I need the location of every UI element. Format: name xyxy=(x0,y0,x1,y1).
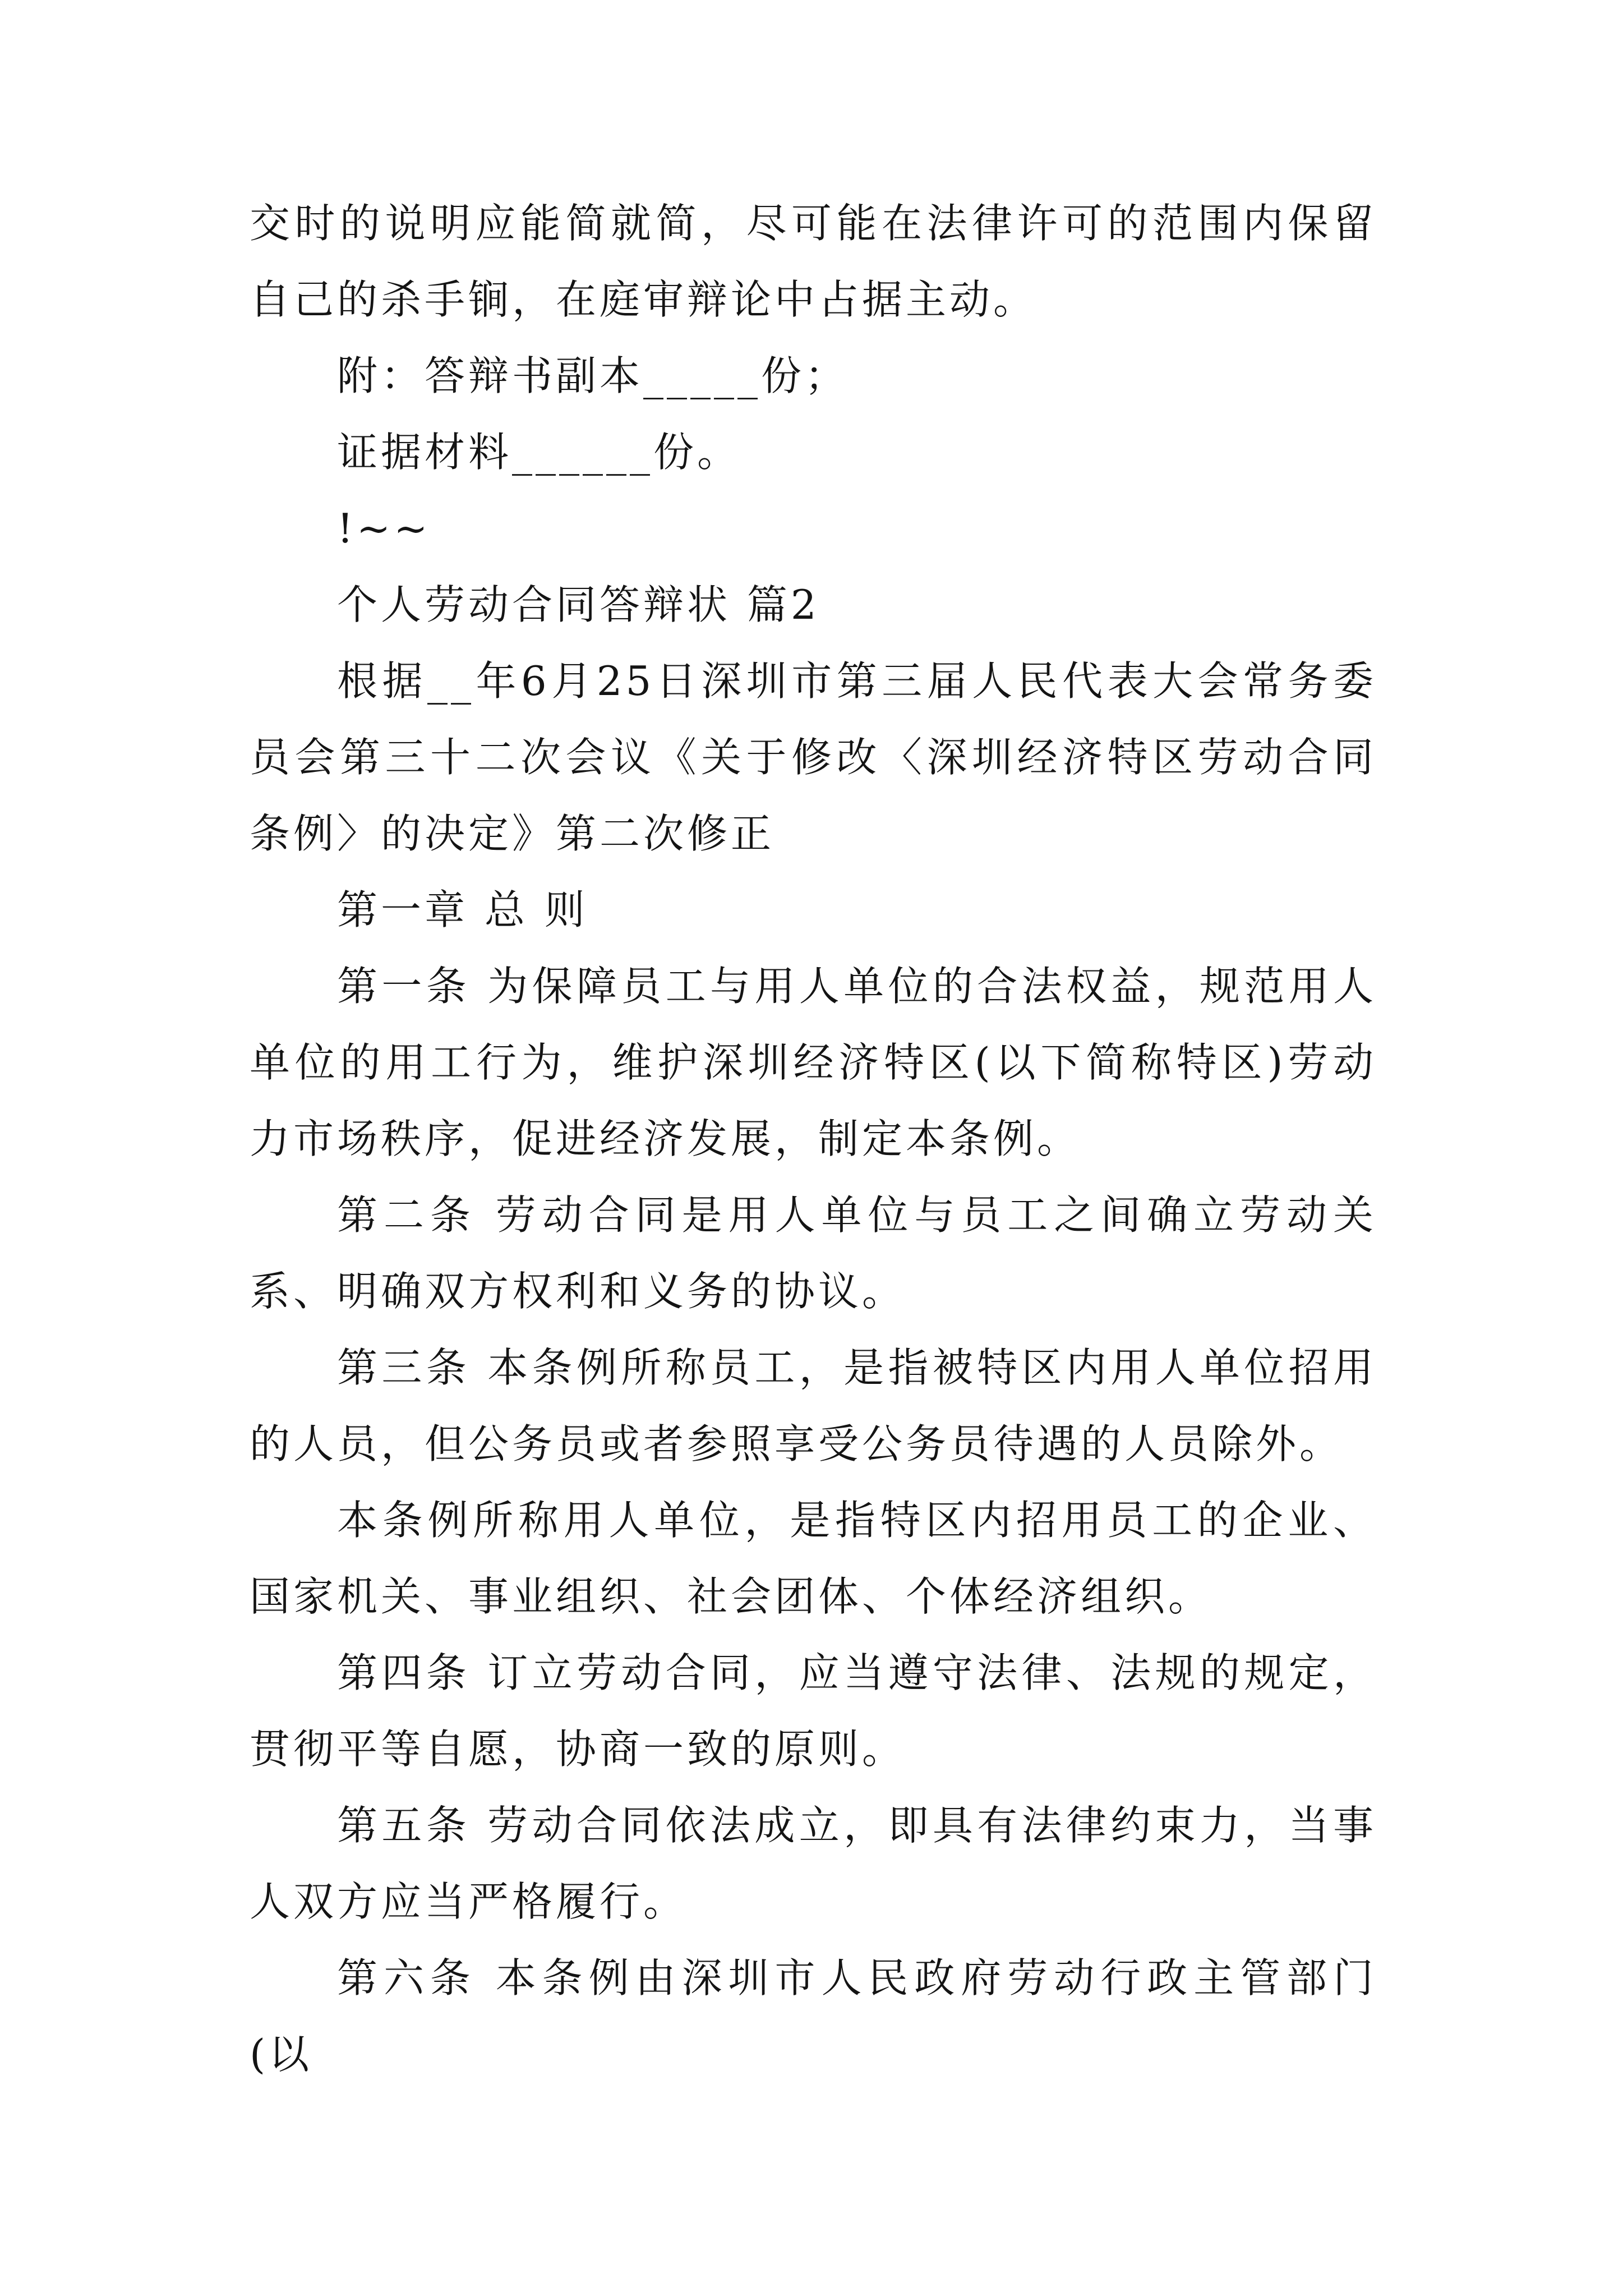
paragraph-basis: 根据__年6月25日深圳市第三届人民代表大会常务委员会第三十二次会议《关于修改〈深圳经济特区劳动合同条例〉的决定》第二次修正 xyxy=(250,657,1377,857)
article-1: 第一条 为保障员工与用人单位的合法权益，规范用人单位的用工行为，维护深圳经济特区(以下简称特区)劳动力市场秩序，促进经济发展，制定本条例。 xyxy=(250,963,1377,1162)
article-5: 第五条 劳动合同依法成立，即具有法律约束力，当事人双方应当严格履行。 xyxy=(250,1802,1377,1925)
paragraph-continuation: 交时的说明应能简就简，尽可能在法律许可的范围内保留自己的杀手锏，在庭审辩论中占据主动。 xyxy=(250,200,1377,323)
article-6: 第六条 本条例由深圳市人民政府劳动行政主管部门(以 xyxy=(250,1954,1377,2078)
article-3: 第三条 本条例所称员工，是指被特区内用人单位招用的人员，但公务员或者参照享受公务员待遇的人员除外。 xyxy=(250,1344,1377,1467)
article-3-clause-2: 本条例所称用人单位，是指特区内招用员工的企业、国家机关、事业组织、社会团体、个体经济组织。 xyxy=(250,1497,1377,1620)
article-4: 第四条 订立劳动合同，应当遵守法律、法规的规定，贯彻平等自愿，协商一致的原则。 xyxy=(250,1649,1377,1773)
document-body xyxy=(250,185,1377,2092)
article-2: 第二条 劳动合同是用人单位与员工之间确立劳动关系、明确双方权利和义务的协议。 xyxy=(250,1191,1377,1315)
paragraph-attachment-evidence: 证据材料______份。 xyxy=(337,429,741,476)
paragraph-separator: !~~ xyxy=(337,505,431,552)
paragraph-attachment-copies: 附：答辩书副本_____份； xyxy=(337,352,849,399)
chapter-heading: 第一章 总 则 xyxy=(337,886,588,933)
section-title: 个人劳动合同答辩状 篇2 xyxy=(337,581,820,628)
